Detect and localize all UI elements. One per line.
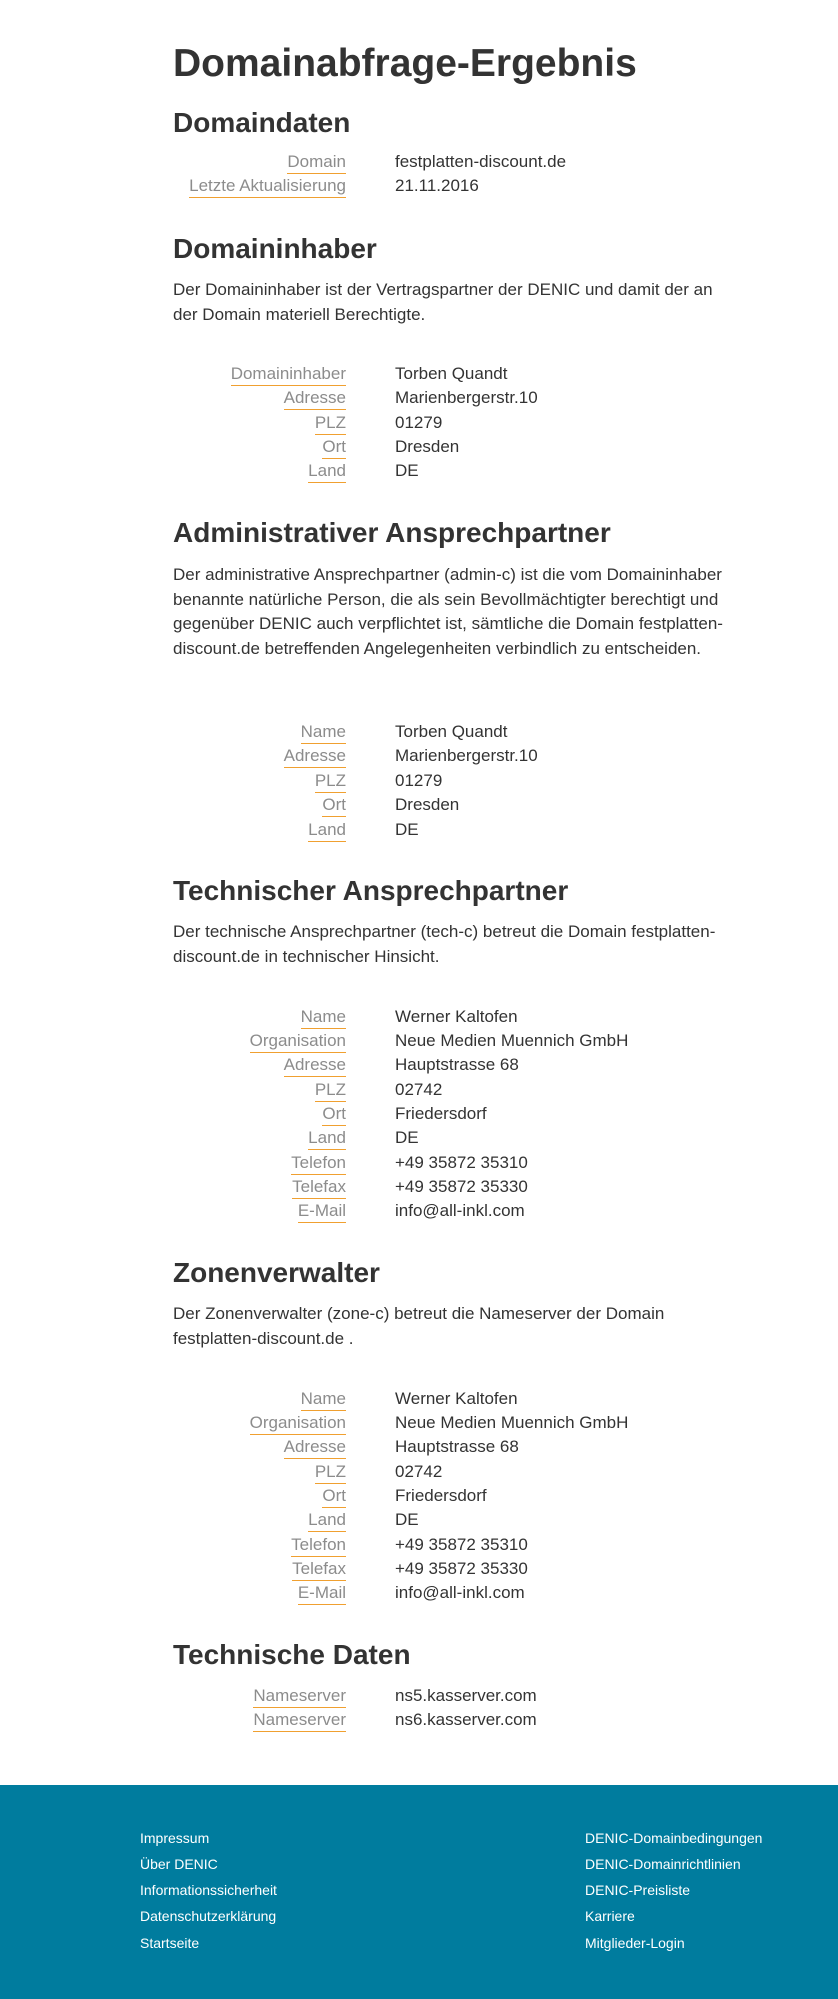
holder-description: Der Domaininhaber ist der Vertragspartner der DENIC und damit der an der Domain materiell Berechtigte. <box>173 280 713 324</box>
field-value: Torben Quandt <box>395 722 508 741</box>
field-label: Domain <box>287 151 346 174</box>
field-row <box>173 721 793 745</box>
field-value: +49 35872 35310 <box>395 1535 528 1554</box>
zone-c-heading: Zonenverwalter <box>173 1257 380 1288</box>
field-value: +49 35872 35330 <box>395 1559 528 1578</box>
admin-c-description: Der administrative Ansprechpartner (admin-c) ist die vom Domaininhaber benannte natürliche Person, die als sein Bevollmächtigter berechtigt und gegenüber DENIC auch verpflichtet ist, sämtliche die Domain festplatten-discount.de betreffenden Angelegenheiten verbindlich zu entscheiden. <box>173 565 723 658</box>
field-label: Organisation <box>250 1030 346 1053</box>
field-value: Torben Quandt <box>395 364 508 383</box>
field-label: PLZ <box>315 412 346 435</box>
field-row <box>173 1461 793 1485</box>
field-label: Telefax <box>292 1558 346 1581</box>
tech-data-heading: Technische Daten <box>173 1639 411 1670</box>
field-value: Dresden <box>395 437 460 456</box>
field-row <box>173 1054 793 1078</box>
field-value: DE <box>395 1128 419 1147</box>
field-value: Werner Kaltofen <box>395 1389 518 1408</box>
field-row <box>173 1534 793 1558</box>
field-value: DE <box>395 461 419 480</box>
field-label: Telefon <box>291 1152 346 1175</box>
field-row <box>173 1436 793 1460</box>
field-value: 02742 <box>395 1462 443 1481</box>
field-value: Neue Medien Muennich GmbH <box>395 1031 629 1050</box>
footer-link-startseite[interactable]: Startseite <box>140 1935 200 1951</box>
field-value: 01279 <box>395 771 443 790</box>
field-label: PLZ <box>315 770 346 793</box>
field-row <box>173 1152 793 1176</box>
field-value: Friedersdorf <box>395 1104 487 1123</box>
tech-c-heading: Technischer Ansprechpartner <box>173 875 569 906</box>
field-row <box>173 1103 793 1127</box>
field-row <box>173 436 793 460</box>
field-label: Adresse <box>284 745 346 768</box>
holder-heading: Domaininhaber <box>173 233 377 264</box>
tech-c-description: Der technische Ansprechpartner (tech-c) betreut die Domain festplatten-discount.de in technischer Hinsicht. <box>173 922 716 966</box>
field-label: Land <box>308 819 346 842</box>
field-row <box>173 1388 793 1412</box>
footer-link-karriere[interactable]: Karriere <box>585 1908 635 1924</box>
field-value: +49 35872 35330 <box>395 1177 528 1196</box>
footer-link-domainbedingungen[interactable]: DENIC-Domainbedingungen <box>585 1830 763 1846</box>
field-value: Hauptstrasse 68 <box>395 1437 519 1456</box>
field-value: festplatten-discount.de <box>395 152 567 171</box>
field-label: PLZ <box>315 1461 346 1484</box>
field-row <box>173 1485 793 1509</box>
field-value: 02742 <box>395 1080 443 1099</box>
field-row <box>173 1079 793 1103</box>
footer <box>0 1785 838 1999</box>
field-row <box>173 1176 793 1200</box>
field-row <box>173 1685 793 1709</box>
field-label: Ort <box>322 1485 346 1508</box>
field-label: Adresse <box>284 1436 346 1459</box>
field-value: Hauptstrasse 68 <box>395 1055 519 1074</box>
field-row <box>173 363 793 387</box>
field-value: Neue Medien Muennich GmbH <box>395 1413 629 1432</box>
field-label: Domaininhaber <box>231 363 346 386</box>
field-value: Friedersdorf <box>395 1486 487 1505</box>
field-label: PLZ <box>315 1079 346 1102</box>
field-value: +49 35872 35310 <box>395 1153 528 1172</box>
field-label: Ort <box>322 1103 346 1126</box>
footer-link-domainrichtlinien[interactable]: DENIC-Domainrichtlinien <box>585 1856 741 1872</box>
field-value: info@all-inkl.com <box>395 1583 525 1602</box>
field-value: DE <box>395 820 419 839</box>
field-value: info@all-inkl.com <box>395 1201 525 1220</box>
field-row-last-update <box>173 175 793 199</box>
field-label: Telefon <box>291 1534 346 1557</box>
field-row <box>173 387 793 411</box>
field-value: Marienbergerstr.10 <box>395 388 538 407</box>
field-value: DE <box>395 1510 419 1529</box>
field-row <box>173 1582 793 1606</box>
field-row <box>173 1412 793 1436</box>
footer-link-mitglieder-login[interactable]: Mitglieder-Login <box>585 1935 685 1951</box>
field-row <box>173 1030 793 1054</box>
field-row <box>173 1509 793 1533</box>
field-value: ns5.kasserver.com <box>395 1686 537 1705</box>
field-row <box>173 460 793 484</box>
field-label: Telefax <box>292 1176 346 1199</box>
field-label: Adresse <box>284 1054 346 1077</box>
field-value: ns6.kasserver.com <box>395 1710 537 1729</box>
field-label: Organisation <box>250 1412 346 1435</box>
page-title: Domainabfrage-Ergebnis <box>173 42 637 85</box>
field-value: Marienbergerstr.10 <box>395 746 538 765</box>
field-value: Dresden <box>395 795 460 814</box>
footer-link-informationssicherheit[interactable]: Informationssicherheit <box>140 1882 277 1898</box>
field-label: Land <box>308 1509 346 1532</box>
field-label: Name <box>301 1388 346 1411</box>
field-row <box>173 1006 793 1030</box>
field-row-domain <box>173 151 793 175</box>
field-label: Name <box>301 1006 346 1029</box>
field-row <box>173 794 793 818</box>
footer-link-preisliste[interactable]: DENIC-Preisliste <box>585 1882 691 1898</box>
domain-data-heading: Domaindaten <box>173 107 351 138</box>
zone-c-description: Der Zonenverwalter (zone-c) betreut die Nameserver der Domain festplatten-discount.de . <box>173 1304 665 1348</box>
field-row <box>173 1127 793 1151</box>
field-row <box>173 770 793 794</box>
field-label: Name <box>301 721 346 744</box>
field-value: 21.11.2016 <box>395 176 479 195</box>
field-label: E-Mail <box>298 1200 346 1223</box>
field-label: E-Mail <box>298 1582 346 1605</box>
field-label: Nameserver <box>253 1685 346 1708</box>
field-label: Ort <box>322 794 346 817</box>
footer-link-ueber-denic[interactable]: Über DENIC <box>140 1856 218 1872</box>
field-value: 01279 <box>395 413 443 432</box>
footer-link-datenschutz[interactable]: Datenschutzerklärung <box>140 1908 277 1924</box>
field-label: Nameserver <box>253 1709 346 1732</box>
footer-link-impressum[interactable]: Impressum <box>140 1830 210 1846</box>
field-label: Land <box>308 460 346 483</box>
field-label: Land <box>308 1127 346 1150</box>
field-row <box>173 412 793 436</box>
field-label: Ort <box>322 436 346 459</box>
field-row <box>173 1200 793 1224</box>
field-row <box>173 1709 793 1733</box>
field-row <box>173 1558 793 1582</box>
field-row <box>173 745 793 769</box>
field-row <box>173 819 793 843</box>
admin-c-heading: Administrativer Ansprechpartner <box>173 517 611 548</box>
field-label: Adresse <box>284 387 346 410</box>
field-label: Letzte Aktualisierung <box>189 175 346 198</box>
field-value: Werner Kaltofen <box>395 1007 518 1026</box>
